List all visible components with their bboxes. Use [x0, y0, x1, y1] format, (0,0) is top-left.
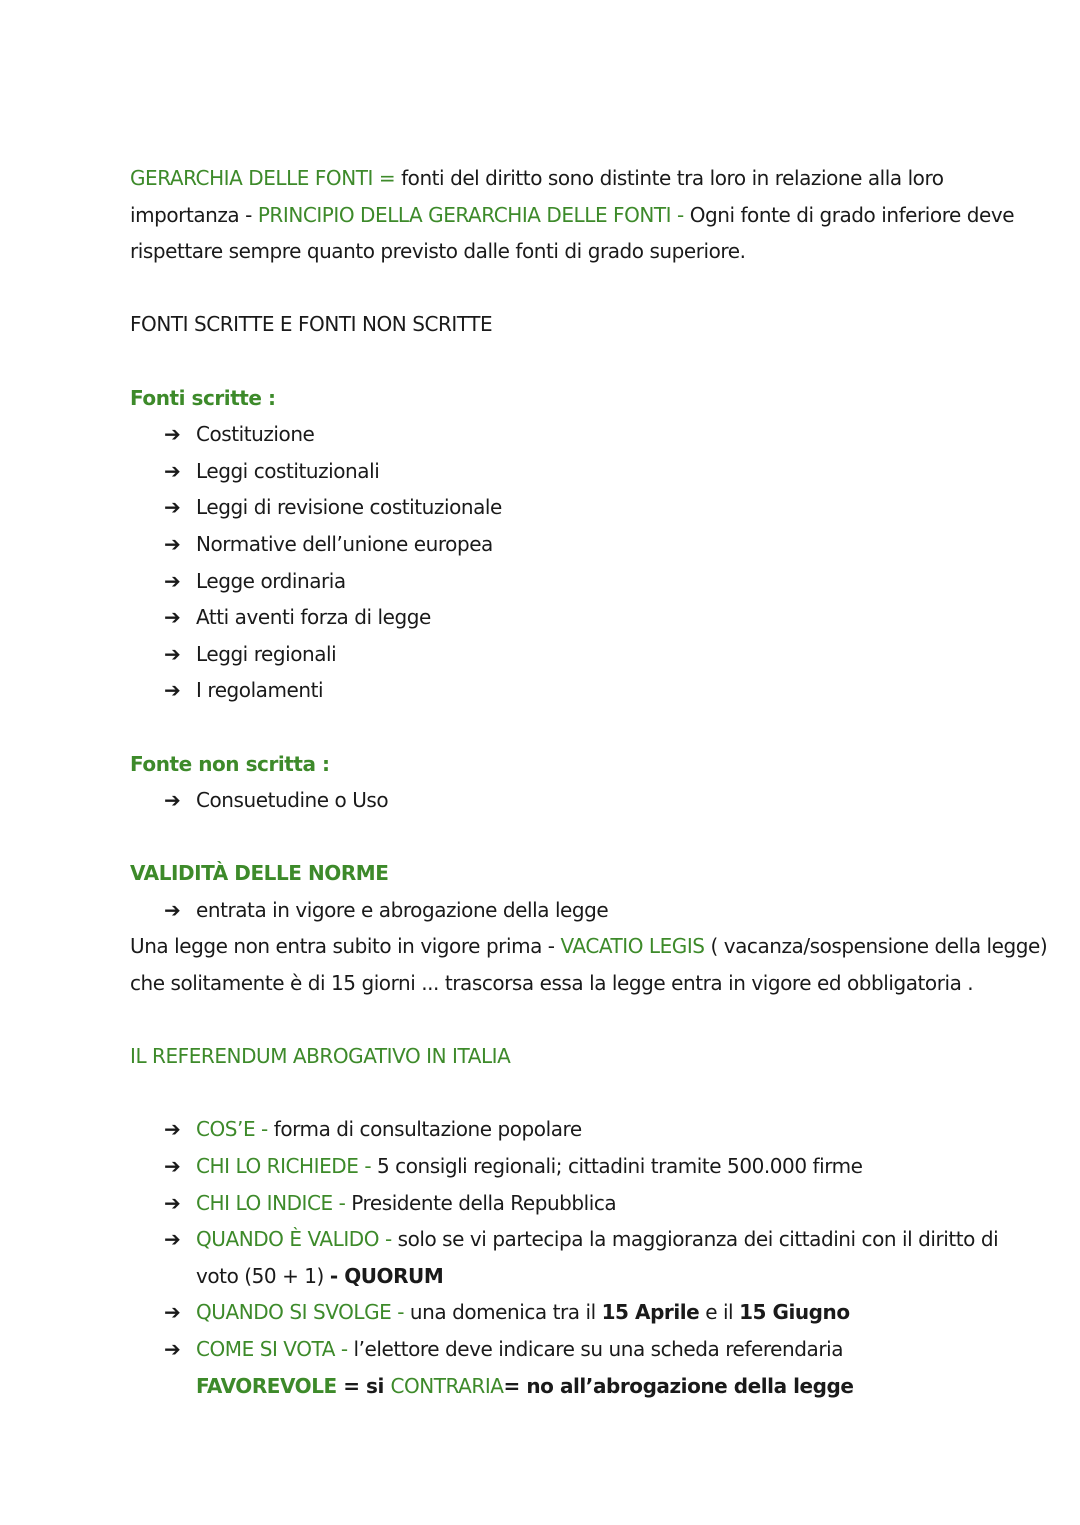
intro-line-1 — [130, 160, 960, 197]
arrow-right-icon: ➔ — [164, 568, 181, 593]
list-item: ➔ COME SI VOTA - l’elettore deve indicare su una scheda referendaria — [130, 1331, 960, 1368]
list-item: ➔ QUANDO È VALIDO - solo se vi partecipa la maggioranza dei cittadini con il diritto di — [130, 1221, 960, 1258]
term-vacatio-legis: VACATIO LEGIS — [560, 934, 705, 959]
list-item-continuation: voto (50 + 1) - QUORUM — [196, 1263, 444, 1288]
intro-text: Ogni fonte di grado inferiore deve — [683, 202, 1015, 227]
label-quando-svolge: QUANDO SI SVOLGE - — [196, 1300, 404, 1325]
arrow-right-icon: ➔ — [164, 1300, 181, 1325]
intro-text: fonti del diritto sono distinte tra loro in relazione alla loro — [395, 166, 944, 190]
document-page — [130, 160, 1048, 1404]
arrow-right-icon: ➔ — [164, 897, 181, 922]
arrow-right-icon: ➔ — [164, 605, 181, 630]
heading-referendum: IL REFERENDUM ABROGATIVO IN ITALIA — [130, 1044, 511, 1069]
intro-line-3: rispettare sempre quanto previsto dalle fonti di grado superiore. — [130, 239, 746, 264]
label-come-vota: COME SI VOTA - — [196, 1337, 348, 1361]
term-gerarchia: GERARCHIA DELLE FONTI = — [130, 166, 396, 190]
list-item: ➔ Leggi di revisione costituzionale — [130, 489, 960, 526]
list-item: ➔ Normative dell’unione europea — [130, 526, 960, 563]
arrow-right-icon: ➔ — [164, 641, 181, 666]
list-item: ➔ Atti aventi forza di legge — [130, 599, 960, 636]
arrow-right-icon: ➔ — [164, 1337, 181, 1361]
term-quorum: - QUORUM — [329, 1263, 444, 1288]
list-item: ➔ Legge ordinaria — [130, 563, 960, 600]
label-chi-richiede: CHI LO RICHIEDE - — [196, 1154, 372, 1179]
list-item: ➔ COS’E - forma di consultazione popolare — [130, 1111, 960, 1148]
list-item: ➔ Consuetudine o Uso — [130, 782, 960, 819]
validita-paragraph-line-1: Una legge non entra subito in vigore prima - VACATIO LEGIS ( vacanza/sospensione della legge) — [130, 934, 1048, 959]
label-chi-indice: CHI LO INDICE - — [196, 1190, 346, 1215]
list-item-continuation: FAVOREVOLE = si CONTRARIA= no all’abrogazione della legge — [196, 1373, 854, 1398]
arrow-right-icon: ➔ — [164, 678, 181, 703]
label-quando-valido: QUANDO È VALIDO - — [196, 1227, 392, 1252]
heading-fonte-non-scritta: Fonte non scritta : — [130, 751, 330, 776]
list-item: ➔ entrata in vigore e abrogazione della legge — [130, 892, 960, 929]
list-item: ➔ QUANDO SI SVOLGE - una domenica tra il 15 Aprile e il 15 Giugno — [130, 1294, 960, 1331]
arrow-right-icon: ➔ — [164, 788, 181, 813]
arrow-right-icon: ➔ — [164, 1190, 181, 1215]
heading-validita: VALIDITÀ DELLE NORME — [130, 861, 389, 886]
list-item: ➔ Leggi regionali — [130, 636, 960, 673]
label-contraria: CONTRARIA — [390, 1373, 504, 1398]
arrow-right-icon: ➔ — [164, 495, 181, 520]
list-item: ➔ Leggi costituzionali — [130, 453, 960, 490]
list-item: ➔ CHI LO INDICE - Presidente della Repubblica — [130, 1185, 960, 1222]
arrow-right-icon: ➔ — [164, 1227, 181, 1252]
intro-line-2 — [130, 197, 1015, 234]
arrow-right-icon: ➔ — [164, 422, 181, 447]
arrow-right-icon: ➔ — [164, 531, 181, 556]
arrow-right-icon: ➔ — [164, 1154, 181, 1179]
term-principio: PRINCIPIO DELLA GERARCHIA DELLE FONTI - — [257, 202, 684, 227]
section-title-fonti: FONTI SCRITTE E FONTI NON SCRITTE — [130, 312, 493, 337]
label-favorevole: FAVOREVOLE — [196, 1373, 337, 1398]
arrow-right-icon: ➔ — [164, 458, 181, 483]
list-item: ➔ Costituzione — [130, 416, 960, 453]
intro-text: importanza - — [130, 202, 258, 227]
heading-fonti-scritte: Fonti scritte : — [130, 385, 276, 410]
list-item: ➔ CHI LO RICHIEDE - 5 consigli regionali; cittadini tramite 500.000 firme — [130, 1148, 960, 1185]
list-item: ➔ I regolamenti — [130, 672, 960, 709]
validita-paragraph-line-2: che solitamente è di 15 giorni ... trascorsa essa la legge entra in vigore ed obbligatoria . — [130, 971, 974, 996]
arrow-right-icon: ➔ — [164, 1117, 181, 1142]
label-cose: COS’E - — [196, 1117, 268, 1142]
